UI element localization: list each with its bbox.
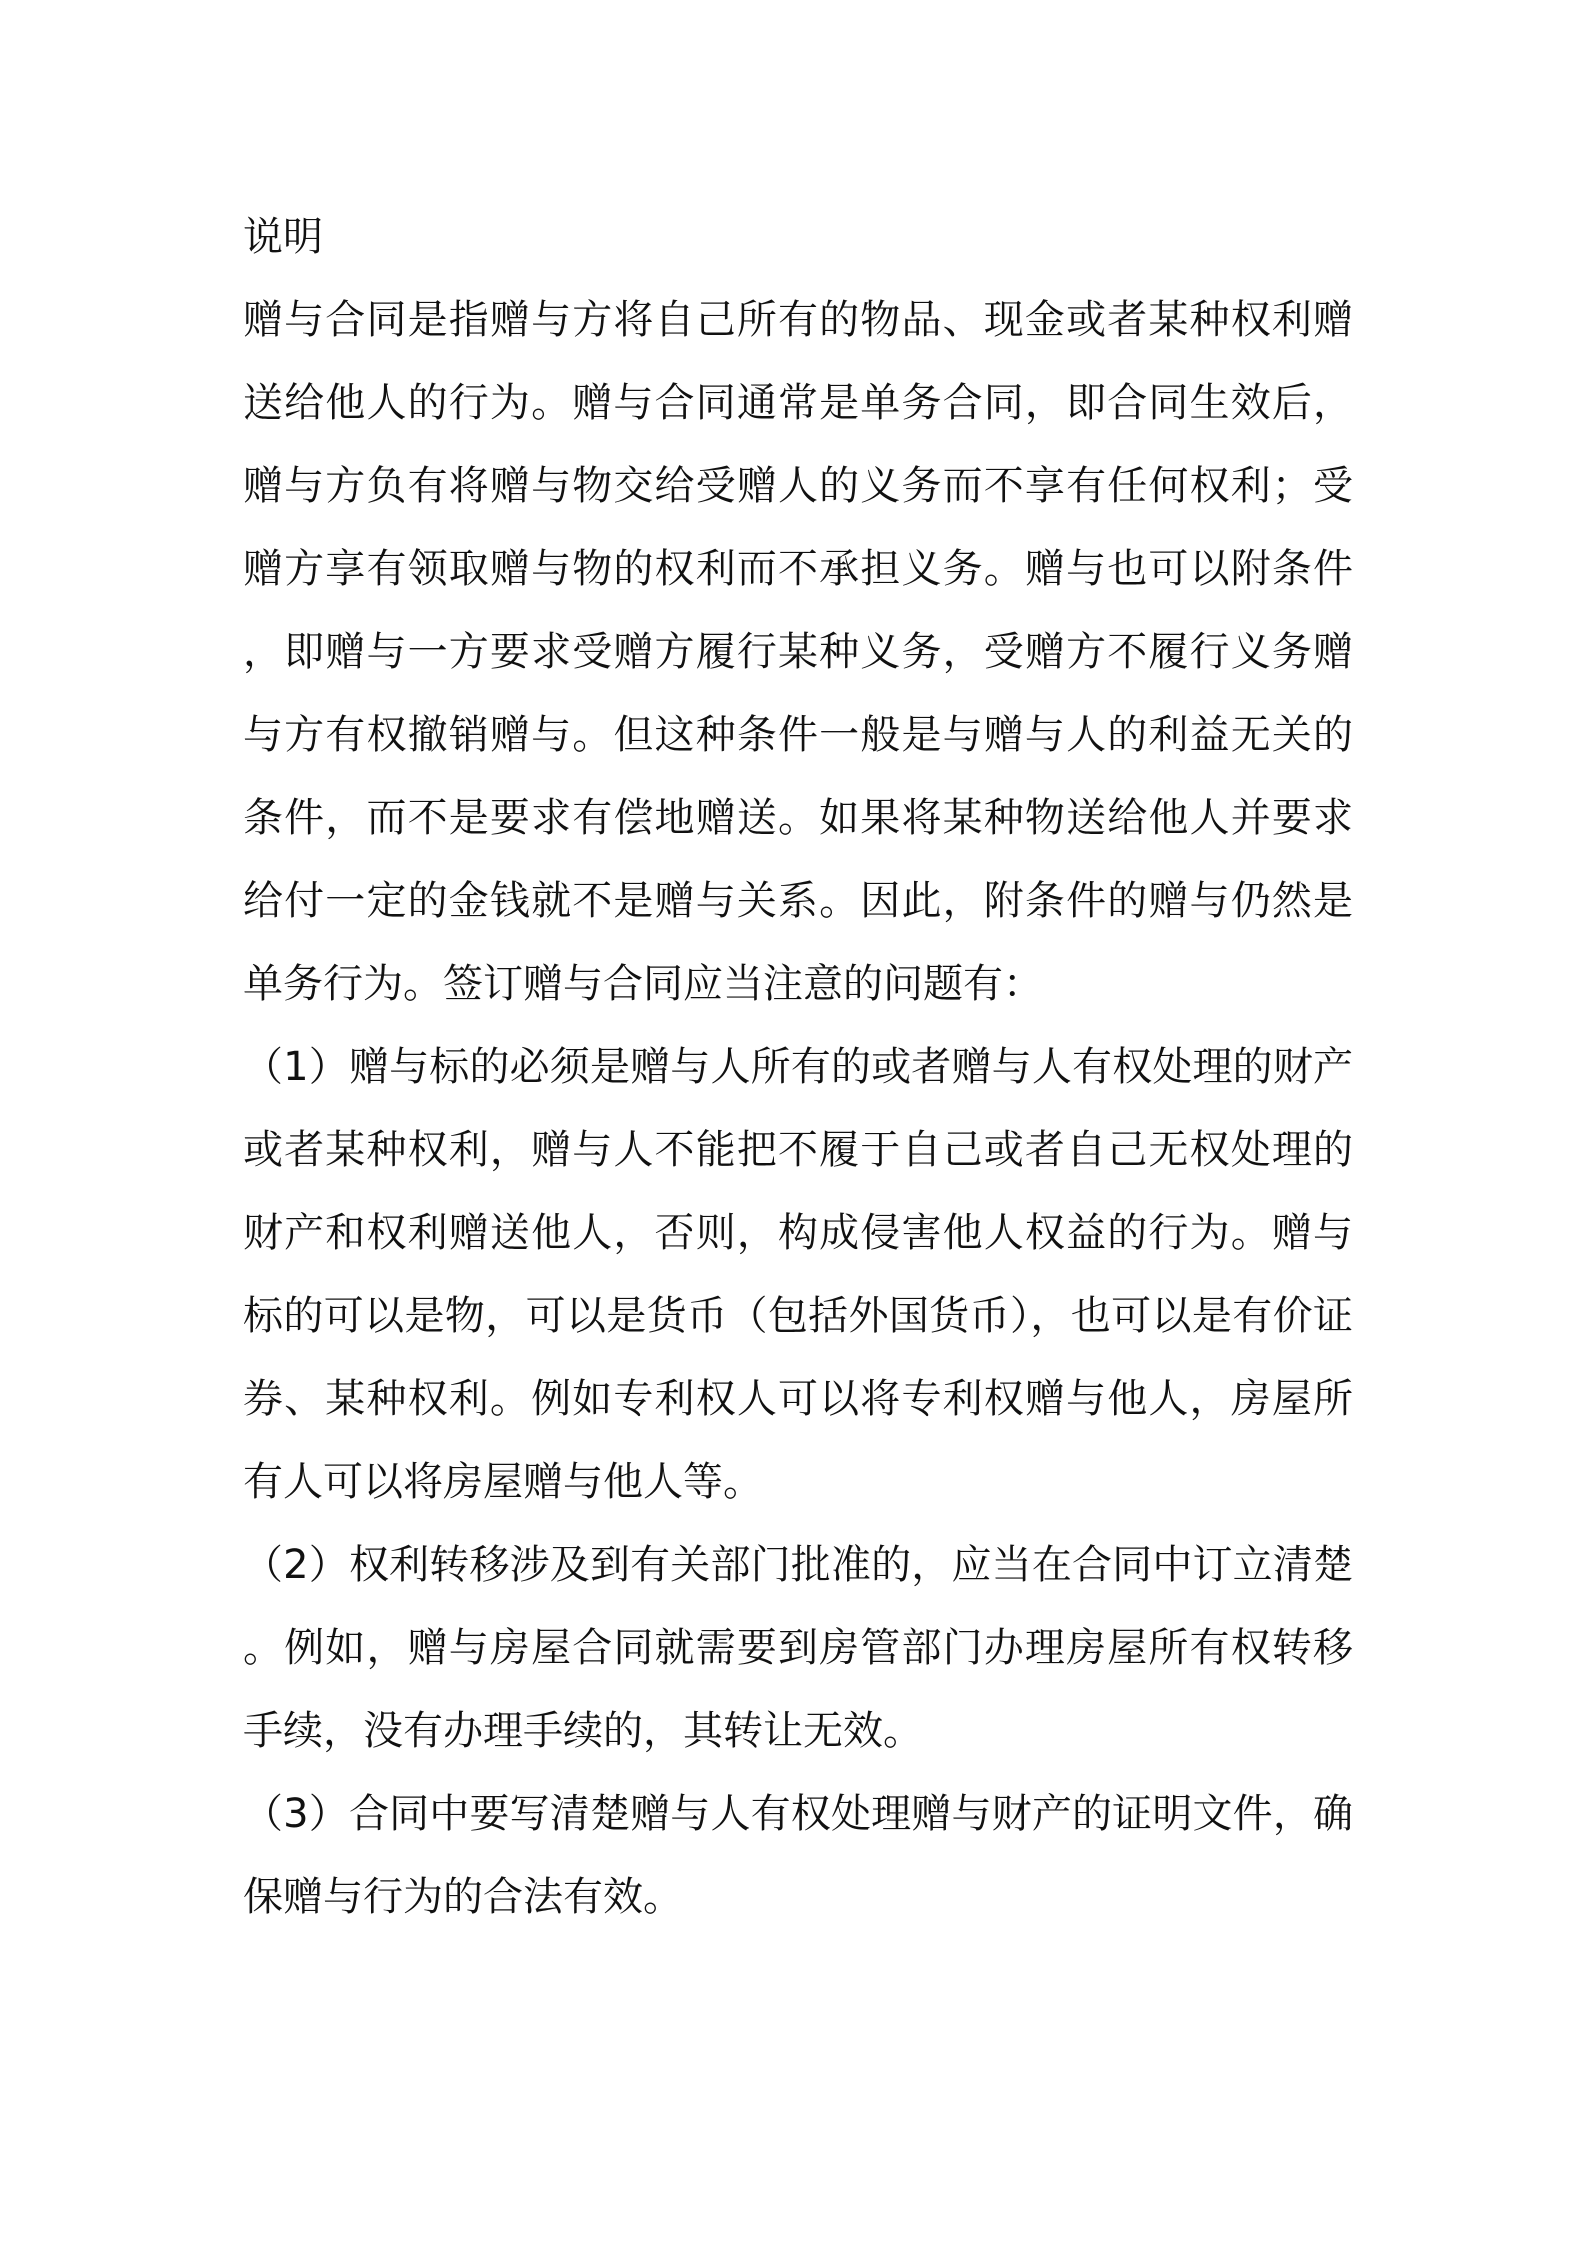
list-item-2: （2）权利转移涉及到有关部门批准的，应当在合同中订立清楚。例如，赠与房屋合同就需要到房管部门办理房屋所有权转移手续，没有办理手续的，其转让无效。: [243, 1542, 1353, 1754]
intro-paragraph: 赠与合同是指赠与方将自己所有的物品、现金或者某种权利赠送给他人的行为。赠与合同通常是单务合同，即合同生效后，赠与方负有将赠与物交给受赠人的义务而不享有任何权利；受赠方享有领取赠与物的权利而不承担义务。赠与也可以附条件，即赠与一方要求受赠方履行某种义务，受赠方不履行义务赠与方有权撤销赠与。但这种条件一般是与赠与人的利益无关的条件，而不是要求有偿地赠送。如果将某种物送给他人并要求给付一定的金钱就不是赠与关系。因此，附条件的赠与仍然是单务行为。签订赠与合同应当注意的问题有：: [243, 297, 1353, 1007]
list-item-3: （3）合同中要写清楚赠与人有权处理赠与财产的证明文件，确保赠与行为的合法有效。: [243, 1791, 1353, 1920]
document-page: [243, 196, 1353, 1939]
document-heading: 说明: [243, 214, 323, 260]
list-item-1: （1）赠与标的必须是赠与人所有的或者赠与人有权处理的财产或者某种权利，赠与人不能把不履于自己或者自己无权处理的财产和权利赠送他人，否则，构成侵害他人权益的行为。赠与标的可以是物，可以是货币（包括外国货币），也可以是有价证券、某种权利。例如专利权人可以将专利权赠与他人，房屋所有人可以将房屋赠与他人等。: [243, 1044, 1353, 1505]
